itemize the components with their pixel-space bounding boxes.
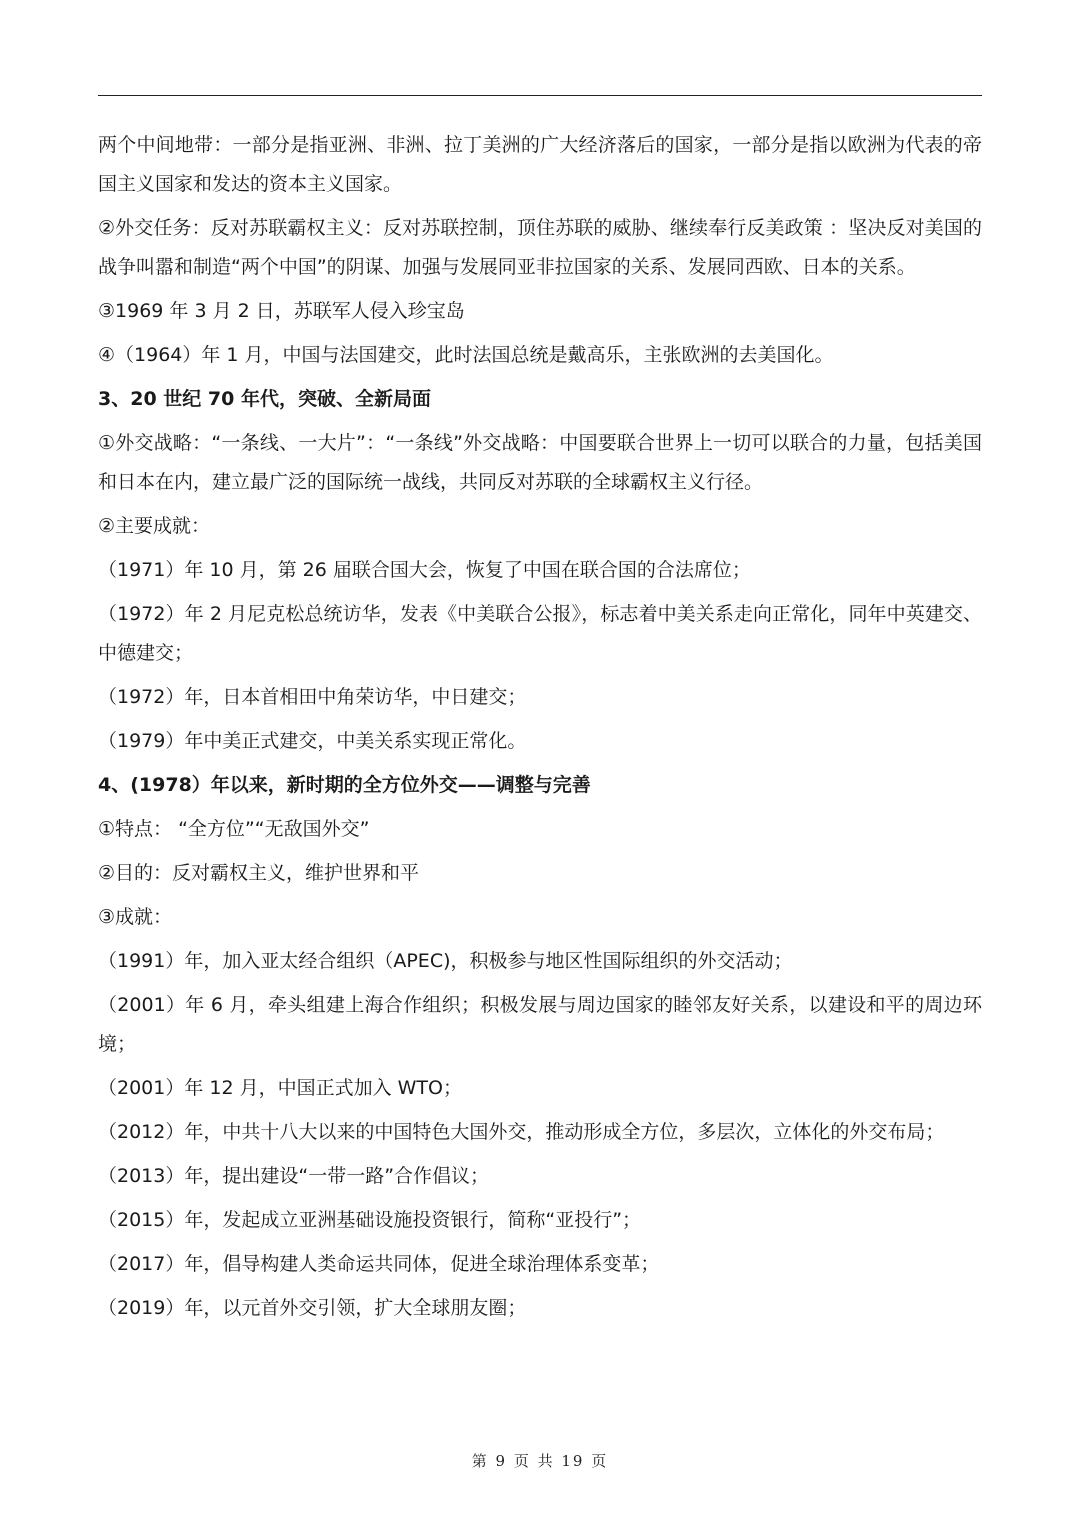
paragraph-2001-sco: （2001）年 6 月，牵头组建上海合作组织；积极发展与周边国家的睦邻友好关系，以建设和平的周边环境； (98, 994, 982, 1055)
paragraph-2013-belt-road: （2013）年，提出建设“一带一路”合作倡议； (98, 1165, 490, 1187)
paragraph-one-line-strategy: ①外交战略：“一条线、一大片”：“一条线”外交战略：中国要联合世界上一切可以联合的力量，包括美国和日本在内，建立最广泛的国际统一战线，共同反对苏联的全球霸权主义行径。 (98, 432, 982, 493)
paragraph-diplomatic-tasks: ②外交任务：反对苏联霸权主义：反对苏联控制，顶住苏联的威胁、继续奉行反美政策 ：坚决反对美国的战争叫嚣和制造“两个中国”的阴谋、加强与发展同亚非拉国家的关系、发展同西欧、日本的关系。 (98, 217, 982, 278)
paragraph-two-middle-zones: 两个中间地带：一部分是指亚洲、非洲、拉丁美洲的广大经济落后的国家，一部分是指以欧洲为代表的帝国主义国家和发达的资本主义国家。 (98, 134, 982, 195)
paragraph-1972-japan: （1972）年，日本首相田中角荣访华，中日建交； (98, 686, 527, 708)
paragraph-2012-diplomacy: （2012）年，中共十八大以来的中国特色大国外交，推动形成全方位，多层次，立体化的外交布局； (98, 1121, 945, 1143)
section-heading-1970s: 3、20 世纪 70 年代，突破、全新局面 (98, 388, 431, 410)
document-body (98, 126, 982, 1333)
paragraph-2017-community: （2017）年，倡导构建人类命运共同体，促进全球治理体系变革； (98, 1253, 660, 1275)
section-heading-1978: 4、(1978）年以来，新时期的全方位外交——调整与完善 (98, 774, 591, 796)
paragraph-2019-head-of-state: （2019）年，以元首外交引领，扩大全球朋友圈； (98, 1297, 527, 1319)
paragraph-features: ①特点： “全方位”“无敌国外交” (98, 818, 370, 840)
paragraph-1991-apec: （1991）年，加入亚太经合组织（APEC)，积极参与地区性国际组织的外交活动； (98, 950, 793, 972)
paragraph-1979-us: （1979）年中美正式建交，中美关系实现正常化。 (98, 730, 527, 752)
paragraph-zhenbao-island: ③1969 年 3 月 2 日，苏联军人侵入珍宝岛 (98, 300, 465, 322)
paragraph-china-france: ④（1964）年 1 月，中国与法国建交，此时法国总统是戴高乐，主张欧洲的去美国化。 (98, 344, 834, 366)
page-number: 第 9 页 共 19 页 (471, 1452, 609, 1470)
paragraph-main-achievements-label: ②主要成就： (98, 515, 211, 537)
paragraph-achievements-label: ③成就： (98, 906, 173, 928)
paragraph-1971-un: （1971）年 10 月，第 26 届联合国大会，恢复了中国在联合国的合法席位； (98, 559, 751, 581)
paragraph-purpose: ②目的：反对霸权主义，维护世界和平 (98, 862, 420, 884)
paragraph-2015-aiib: （2015）年，发起成立亚洲基础设施投资银行，简称“亚投行”； (98, 1209, 642, 1231)
paragraph-2001-wto: （2001）年 12 月，中国正式加入 WTO； (98, 1077, 462, 1099)
header-rule (98, 95, 982, 96)
paragraph-1972-nixon: （1972）年 2 月尼克松总统访华，发表《中美联合公报》，标志着中美关系走向正常化，同年中英建交、中德建交； (98, 603, 982, 664)
